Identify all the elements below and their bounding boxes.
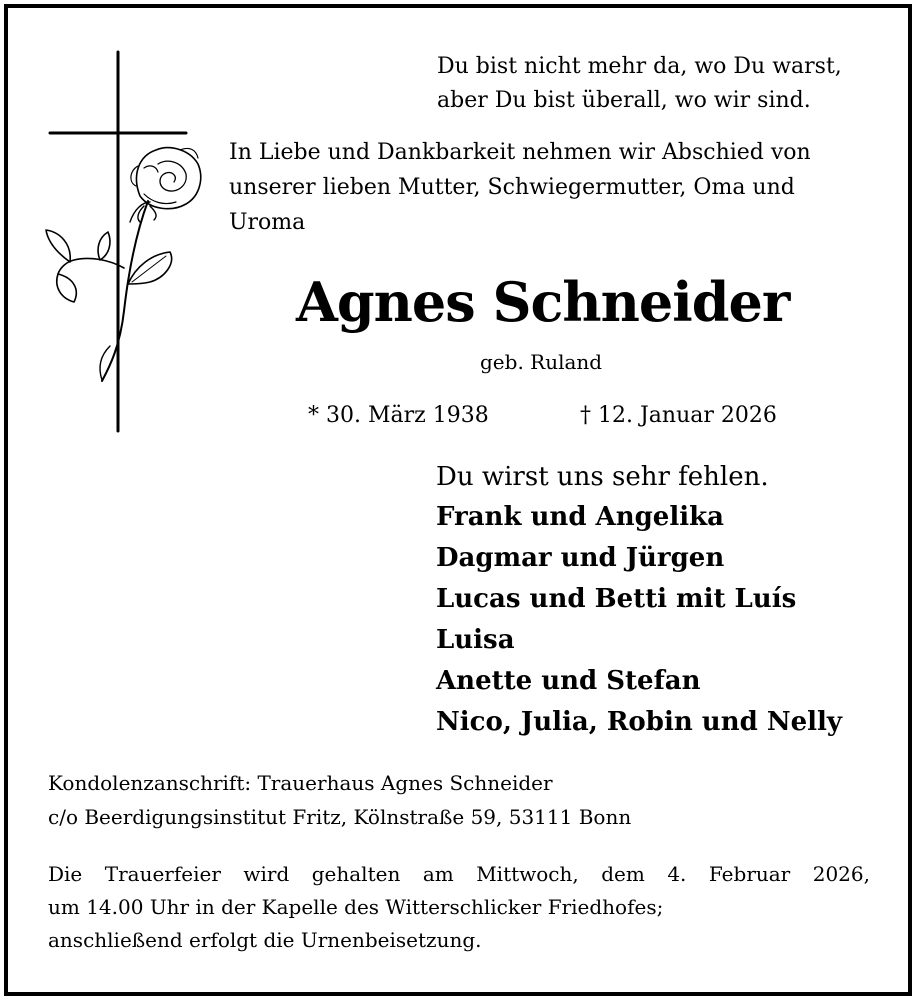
mourner-4: Luisa <box>436 625 515 655</box>
cross-rose-icon <box>40 46 210 441</box>
born-name: geb. Ruland <box>480 350 603 374</box>
death-date: † 12. Januar 2026 <box>580 403 777 428</box>
service-info-line-2: um 14.00 Uhr in der Kapelle des Witterschlicker Friedhofes; <box>48 895 664 919</box>
mourner-6: Nico, Julia, Robin und Nelly <box>436 707 842 737</box>
motto-line-1: Du bist nicht mehr da, wo Du warst, <box>437 54 842 79</box>
birth-date: * 30. März 1938 <box>308 403 489 428</box>
condolence-address-line-1: Kondolenzanschrift: Trauerhaus Agnes Schneider <box>48 771 553 795</box>
service-info-line-1: Die Trauerfeier wird gehalten am Mittwoch, dem 4. Februar 2026, <box>48 862 870 886</box>
closing-line: Du wirst uns sehr fehlen. <box>436 462 769 492</box>
service-info <box>48 858 870 957</box>
service-info-line-3: anschließend erfolgt die Urnenbeisetzung. <box>48 928 482 952</box>
mourner-5: Anette und Stefan <box>436 666 701 696</box>
mourner-1: Frank und Angelika <box>436 502 724 532</box>
motto-line-2: aber Du bist überall, wo wir sind. <box>437 88 811 113</box>
intro-text: In Liebe und Dankbarkeit nehmen wir Abschied von unserer lieben Mutter, Schwiegermutter, Oma und Uroma <box>229 140 811 235</box>
deceased-name: Agnes Schneider <box>296 270 790 334</box>
condolence-address-line-2: c/o Beerdigungsinstitut Fritz, Kölnstraße 59, 53111 Bonn <box>48 805 632 829</box>
mourner-2: Dagmar und Jürgen <box>436 543 725 573</box>
mourner-3: Lucas und Betti mit Luís <box>436 584 797 614</box>
